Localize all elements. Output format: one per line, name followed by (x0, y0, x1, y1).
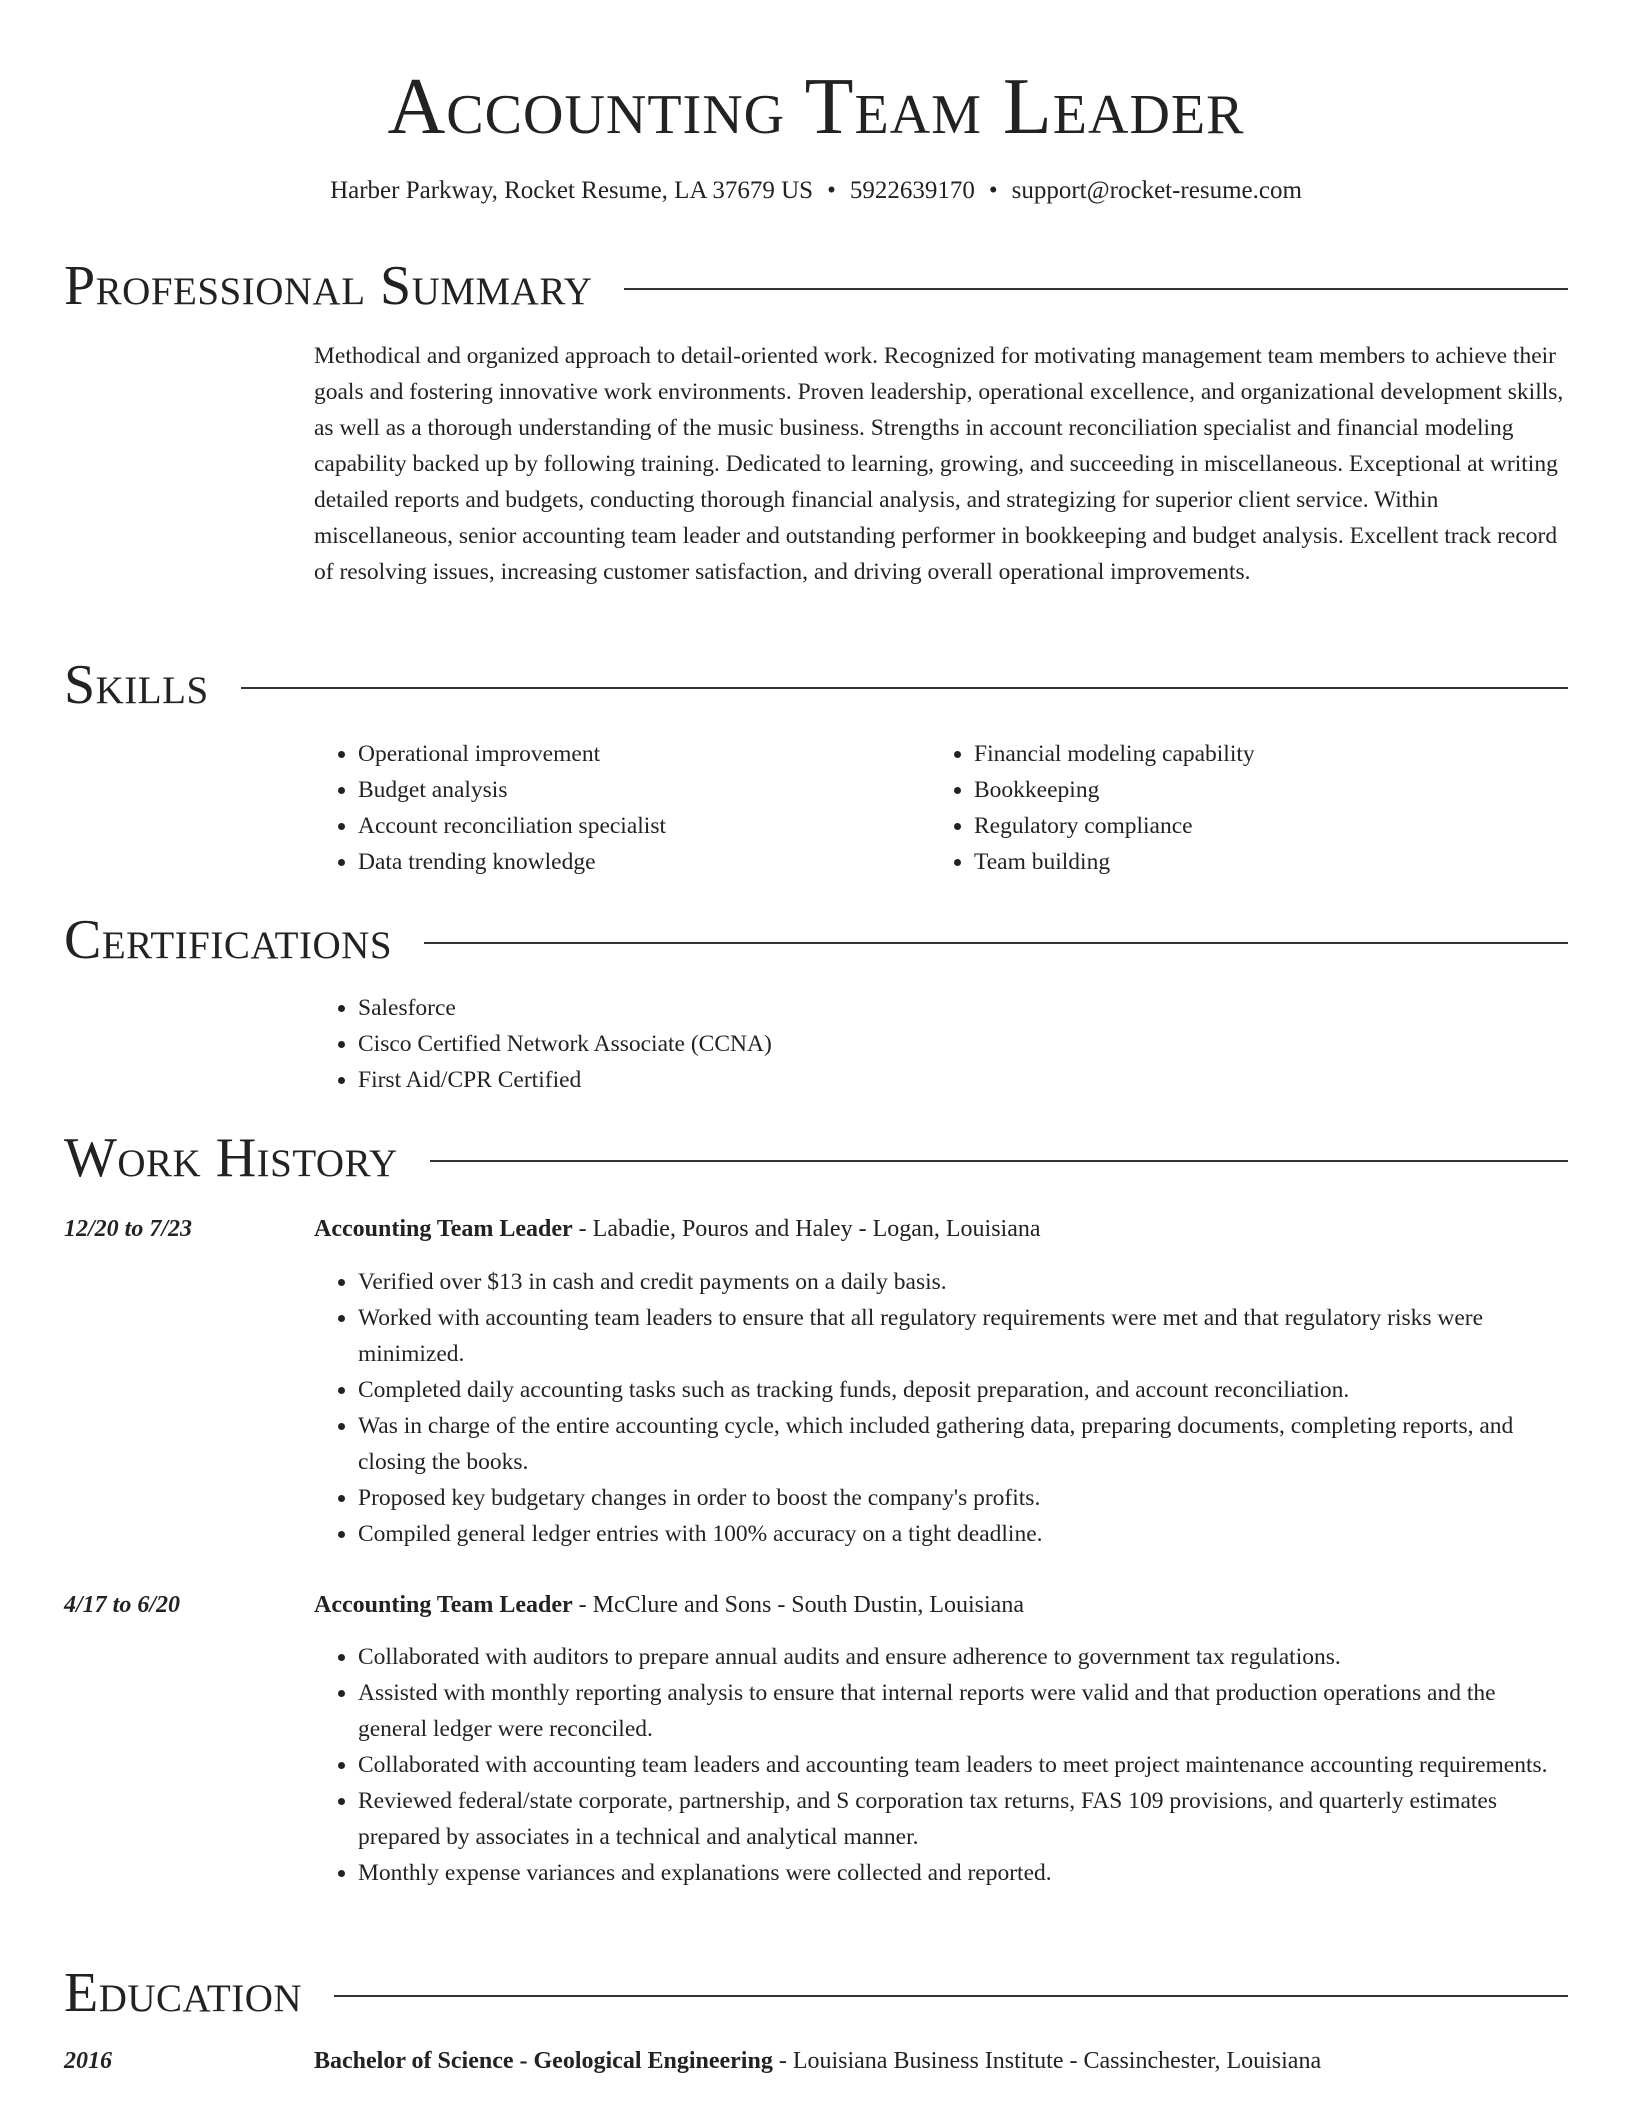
skill-item: • Bookkeeping (974, 772, 1530, 808)
job-bullet: • Collaborated with accounting team leaders and accounting team leaders to meet project maintenance accounting requirements. (358, 1747, 1564, 1783)
job-dates: 4/17 to 6/20 (64, 1592, 181, 1618)
separator: • (827, 177, 836, 204)
skill-item: • Operational improvement (358, 736, 914, 772)
divider (334, 1995, 1568, 1997)
job-role: Accounting Team Leader (314, 1216, 573, 1242)
job-bullet: • Collaborated with auditors to prepare annual audits and ensure adherence to government tax regulations. (358, 1639, 1564, 1675)
divider (430, 1160, 1568, 1162)
education-year: 2016 (64, 2048, 112, 2074)
education-section-heading (64, 1958, 1568, 2028)
job-bullets (314, 1264, 1564, 1552)
skills-section-heading (64, 650, 1568, 720)
section-title: Work History (64, 1127, 398, 1189)
skill-item: • Regulatory compliance (974, 808, 1530, 844)
section-title: Professional Summary (64, 255, 593, 317)
divider (241, 687, 1568, 689)
job-bullet: • Was in charge of the entire accounting cycle, which included gathering data, preparing documents, completing reports, and closing the books. (358, 1408, 1564, 1480)
job-bullet: • Proposed key budgetary changes in order to boost the company's profits. (358, 1480, 1564, 1516)
section-title: Certifications (64, 909, 393, 971)
job-bullet: • Monthly expense variances and explanations were collected and reported. (358, 1855, 1564, 1891)
job-bullet: • Verified over $13 in cash and credit payments on a daily basis. (358, 1264, 1564, 1300)
certification-item: • Cisco Certified Network Associate (CCNA) (358, 1026, 1514, 1062)
separator: • (988, 177, 998, 204)
job-heading (314, 1211, 1564, 1247)
job-employer: - McClure and Sons - South Dustin, Louisiana (572, 1592, 1024, 1618)
contact-line (64, 174, 1568, 208)
summary-section-heading (64, 251, 1568, 321)
skill-item: • Financial modeling capability (974, 736, 1530, 772)
job-bullet: • Assisted with monthly reporting analysis to ensure that internal reports were valid and that production operations and the general ledger were reconciled. (358, 1675, 1564, 1747)
summary-text: Methodical and organized approach to detail-oriented work. Recognized for motivating management team members to achieve their goals and fostering innovative work environments. Proven leadership, operational excellence, and organizational development skills, as well as a thorough understanding of the music business. Strengths in account reconciliation specialist and financial modeling capability backed up by following training. Dedicated to learning, growing, and succeeding in miscellaneous. Exceptional at writing detailed reports and budgets, conducting thorough financial analysis, and strategizing for superior client service. Within miscellaneous, senior accounting team leader and outstanding performer in bookkeeping and budget analysis. Excellent track record of resolving issues, increasing customer satisfaction, and driving overall operational improvements. (314, 343, 1564, 585)
job-bullets (314, 1639, 1564, 1891)
certification-item: • Salesforce (358, 990, 1514, 1026)
education-heading (314, 2043, 1564, 2079)
certifications-section-heading (64, 905, 1568, 975)
divider (424, 942, 1568, 944)
skill-item: • Data trending knowledge (358, 844, 914, 880)
email: support@rocket-resume.com (1011, 177, 1302, 204)
skills-right-column (930, 736, 1530, 880)
job-bullet: • Completed daily accounting tasks such as tracking funds, deposit preparation, and account reconciliation. (358, 1372, 1564, 1408)
divider (624, 288, 1568, 290)
resume-name: Accounting Team Leader (387, 63, 1245, 151)
skill-item: • Account reconciliation specialist (358, 808, 914, 844)
address: Harber Parkway, Rocket Resume, LA 37679 US (330, 177, 814, 204)
job-bullet: • Compiled general ledger entries with 100% accuracy on a tight deadline. (358, 1516, 1564, 1552)
certifications-list (314, 990, 1514, 1098)
skill-item: • Team building (974, 844, 1530, 880)
degree: Bachelor of Science - Geological Engineering (314, 2048, 773, 2074)
job-heading (314, 1587, 1564, 1623)
job-dates: 12/20 to 7/23 (64, 1216, 193, 1242)
skills-left-column (314, 736, 914, 880)
skill-item: • Budget analysis (358, 772, 914, 808)
institution: - Louisiana Business Institute - Cassinchester, Louisiana (772, 2048, 1322, 2074)
work-history-section-heading (64, 1123, 1568, 1193)
job-employer: - Labadie, Pouros and Haley - Logan, Louisiana (572, 1216, 1041, 1242)
phone: 5922639170 (849, 177, 975, 204)
section-title: Education (64, 1962, 303, 2024)
job-bullet: • Reviewed federal/state corporate, partnership, and S corporation tax returns, FAS 109 provisions, and quarterly estimates prepared by associates in a technical and analytical manner. (358, 1783, 1564, 1855)
certification-item: • First Aid/CPR Certified (358, 1062, 1514, 1098)
section-title: Skills (64, 654, 209, 716)
job-bullet: • Worked with accounting team leaders to ensure that all regulatory requirements were met and that regulatory risks were minimized. (358, 1300, 1564, 1372)
job-role: Accounting Team Leader (314, 1592, 573, 1618)
